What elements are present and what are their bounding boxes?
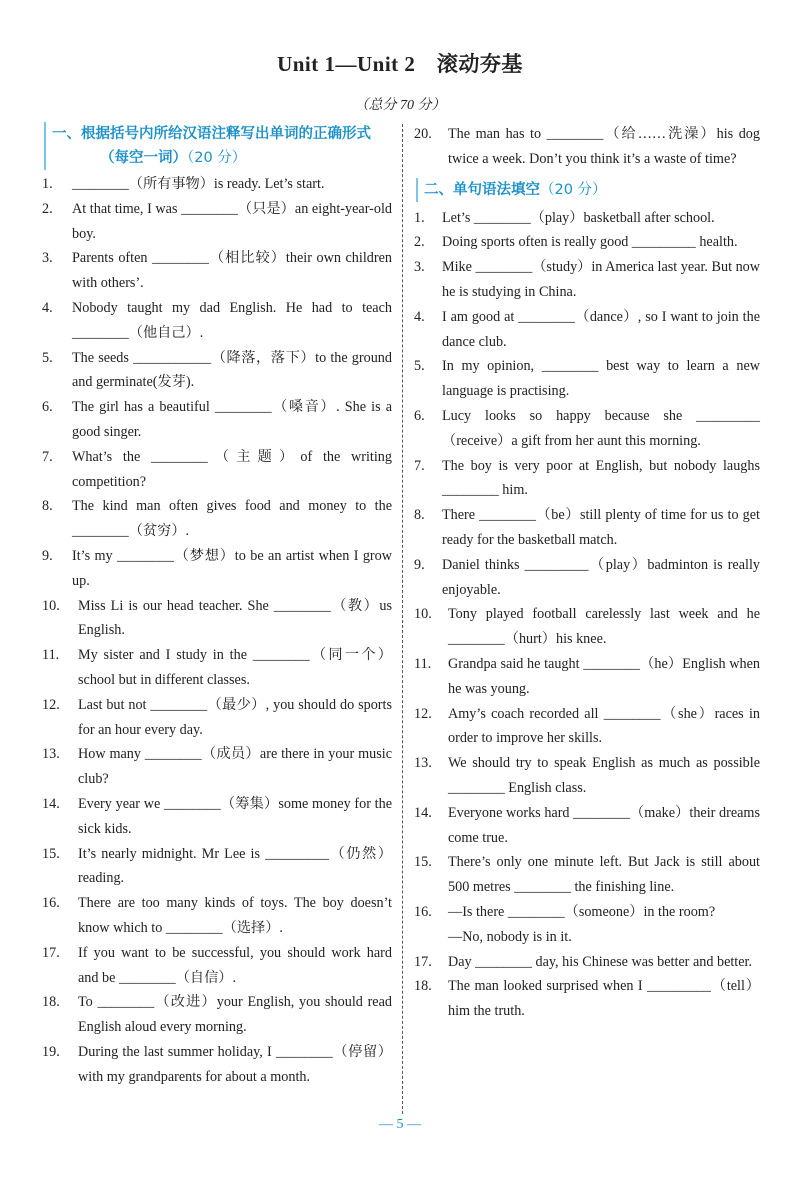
page-number: — 5 — [379, 1117, 421, 1132]
page-title: Unit 1—Unit 2 滚动夯基 [277, 52, 523, 76]
question-text: To ________（改进）your English, you should read English aloud every morning. [78, 994, 392, 1036]
question-item [42, 643, 392, 693]
question-item [42, 246, 392, 296]
question-item [42, 172, 392, 197]
question-item [42, 395, 392, 445]
question-item [414, 652, 760, 702]
question-text: If you want to be successful, you should work hard and be ________（自信）. [78, 944, 392, 986]
section2-heading-title: 二、单句语法填空 [424, 181, 540, 198]
question-number: 8. [42, 498, 53, 515]
question-number: 6. [414, 407, 425, 424]
question-text: Parents often ________（相比较）their own children with others’. [72, 250, 392, 292]
question-text: Day ________ day, his Chinese was better and better. [448, 953, 753, 970]
question-text: Nobody taught my dad English. He had to teach ________（他自己）. [72, 299, 392, 341]
question-item [414, 503, 760, 553]
question-number: 12. [414, 705, 432, 722]
question-text: Doing sports often is really good _________ health. [442, 234, 738, 251]
question-text: At that time, I was ________（只是）an eight-year-old boy. [72, 200, 392, 242]
section1-heading [44, 122, 392, 170]
section2-heading [416, 178, 760, 202]
question-number: 8. [414, 507, 425, 524]
question-number: 15. [414, 854, 432, 871]
question-item [42, 941, 392, 991]
question-number: 1. [42, 176, 53, 192]
question-item [414, 974, 760, 1024]
question-text: There’s only one minute left. But Jack is still about 500 metres ________ the finishing line. [448, 854, 760, 896]
question-item [414, 122, 760, 172]
question-number: 18. [414, 978, 432, 995]
question-text: Daniel thinks _________（play）badminton is really enjoyable. [442, 556, 760, 598]
question-item [42, 1040, 392, 1090]
question-number: 14. [42, 795, 60, 812]
question-text: There ________（be）still plenty of time for us to get ready for the basketball match. [442, 507, 760, 548]
question-text: Let’s ________（play）basketball after school. [442, 209, 715, 226]
question-item [42, 544, 392, 594]
question-text: Tony played football carelessly last week and he ________（hurt）his knee. [448, 606, 760, 648]
question-item [42, 891, 392, 941]
question-text: Amy’s coach recorded all ________（she）races in order to improve her skills. [448, 705, 760, 747]
question-text: In my opinion, ________ best way to learn a new language is practising. [442, 358, 760, 400]
question-item [42, 494, 392, 544]
question-number: 11. [42, 647, 60, 664]
question-number: 20. [414, 126, 432, 142]
section1-points: （20 分） [187, 150, 247, 166]
question-number: 2. [414, 234, 425, 251]
question-number: 2. [42, 200, 53, 217]
question-number: 4. [414, 308, 425, 325]
question-number: 3. [414, 259, 425, 276]
question-number: 16. [414, 903, 432, 920]
question-number: 7. [42, 448, 53, 465]
question-number: 12. [42, 696, 60, 713]
question-item [42, 842, 392, 892]
question-item [414, 354, 760, 404]
question-item [414, 454, 760, 504]
question-item [42, 594, 392, 644]
total-score: （总分 70 分） [354, 98, 446, 113]
question-item [42, 742, 392, 792]
question-number: 16. [42, 895, 60, 912]
question-number: 11. [414, 655, 432, 672]
question-text: The girl has a beautiful ________（嗓音）. She is a good singer. [72, 399, 392, 440]
question-number: 5. [414, 358, 425, 375]
question-item [414, 553, 760, 603]
question-number: 17. [414, 953, 432, 970]
question-text: Grandpa said he taught ________（he）English when he was young. [448, 655, 760, 697]
question-item [414, 900, 760, 950]
question-text: The seeds ___________（降落，落下）to the ground and germinate(发芽). [72, 349, 392, 391]
question-text: How many ________（成员）are there in your music club? [78, 746, 392, 788]
section1-heading-line1: 一、根据括号内所给汉语注释写出单词的正确形式 [52, 126, 371, 142]
question-item [42, 296, 392, 346]
question-number: 1. [414, 209, 425, 226]
question-item [42, 792, 392, 842]
question-text: During the last summer holiday, I ________（停留）with my grandparents for about a month. [78, 1043, 392, 1085]
question-text: I am good at ________（dance）, so I want to join the dance club. [442, 308, 760, 350]
left-column [42, 122, 392, 1089]
question-number: 14. [414, 804, 432, 821]
question-item [414, 751, 760, 801]
section2-points: （20 分） [540, 181, 607, 198]
question-item [414, 602, 760, 652]
right-column [414, 122, 760, 1024]
section2-question-list [414, 206, 760, 1024]
question-number: 9. [414, 556, 425, 573]
question-text: —Is there ________（someone）in the room? —No, nobody is in it. [448, 903, 716, 945]
question-item [414, 801, 760, 851]
question-text: Mike ________（study）in America last year. But now he is studying in China. [442, 259, 760, 300]
question-text: Everyone works hard ________（make）their dreams come true. [448, 804, 760, 846]
question-number: 7. [414, 457, 425, 474]
question-number: 10. [42, 597, 60, 614]
question-number: 5. [42, 349, 53, 366]
question-number: 17. [42, 944, 60, 961]
question-item [414, 950, 760, 975]
column-divider [402, 124, 403, 1114]
question-item [414, 850, 760, 900]
question-item [414, 230, 760, 255]
question-item [42, 346, 392, 396]
question-text: Last but not ________（最少）, you should do sports for an hour every day. [78, 696, 392, 738]
question-text: We should try to speak English as much as possible ________ English class. [448, 755, 760, 796]
question-text: It’s my ________（梦想）to be an artist when I grow up. [72, 547, 392, 589]
question-text: The kind man often gives food and money to the ________（贫穷）. [72, 498, 392, 540]
question-text: Lucy looks so happy because she _________（receive）a gift from her aunt this morning. [442, 407, 760, 449]
question-text: There are too many kinds of toys. The boy doesn’t know which to ________（选择）. [78, 895, 392, 936]
question-text: The man looked surprised when I _________（tell）him the truth. [448, 978, 760, 1020]
question-item [414, 206, 760, 231]
question-number: 15. [42, 845, 60, 862]
question-number: 13. [42, 746, 60, 763]
question-item [42, 990, 392, 1040]
section1-question-list-continued [414, 122, 760, 172]
question-item [42, 445, 392, 495]
question-text: My sister and I study in the ________（同一个）school but in different classes. [78, 647, 392, 688]
question-item [42, 693, 392, 743]
question-number: 4. [42, 299, 53, 316]
question-item [414, 255, 760, 305]
question-text: It’s nearly midnight. Mr Lee is _________（仍然）reading. [78, 845, 392, 887]
question-text: The boy is very poor at English, but nobody laughs ________ him. [442, 457, 760, 499]
question-number: 18. [42, 994, 60, 1011]
question-number: 9. [42, 547, 53, 564]
question-text: The man has to ________（给……洗澡）his dog twice a week. Don’t you think it’s a waste of time? [448, 126, 760, 167]
question-item [414, 702, 760, 752]
question-text: Every year we ________（筹集）some money for the sick kids. [78, 795, 392, 837]
question-text: ________（所有事物）is ready. Let’s start. [72, 176, 325, 192]
question-number: 19. [42, 1043, 60, 1060]
section1-question-list [42, 172, 392, 1089]
question-number: 6. [42, 399, 53, 416]
question-number: 10. [414, 606, 432, 623]
question-item [414, 404, 760, 454]
question-item [42, 197, 392, 247]
question-text: Miss Li is our head teacher. She ________（教）us English. [78, 597, 392, 639]
question-number: 3. [42, 250, 53, 267]
question-text: What’s the ________（主题）of the writing competition? [72, 448, 392, 490]
section1-heading-line2: （每空一词） [100, 150, 187, 166]
question-item [414, 305, 760, 355]
question-number: 13. [414, 755, 432, 772]
